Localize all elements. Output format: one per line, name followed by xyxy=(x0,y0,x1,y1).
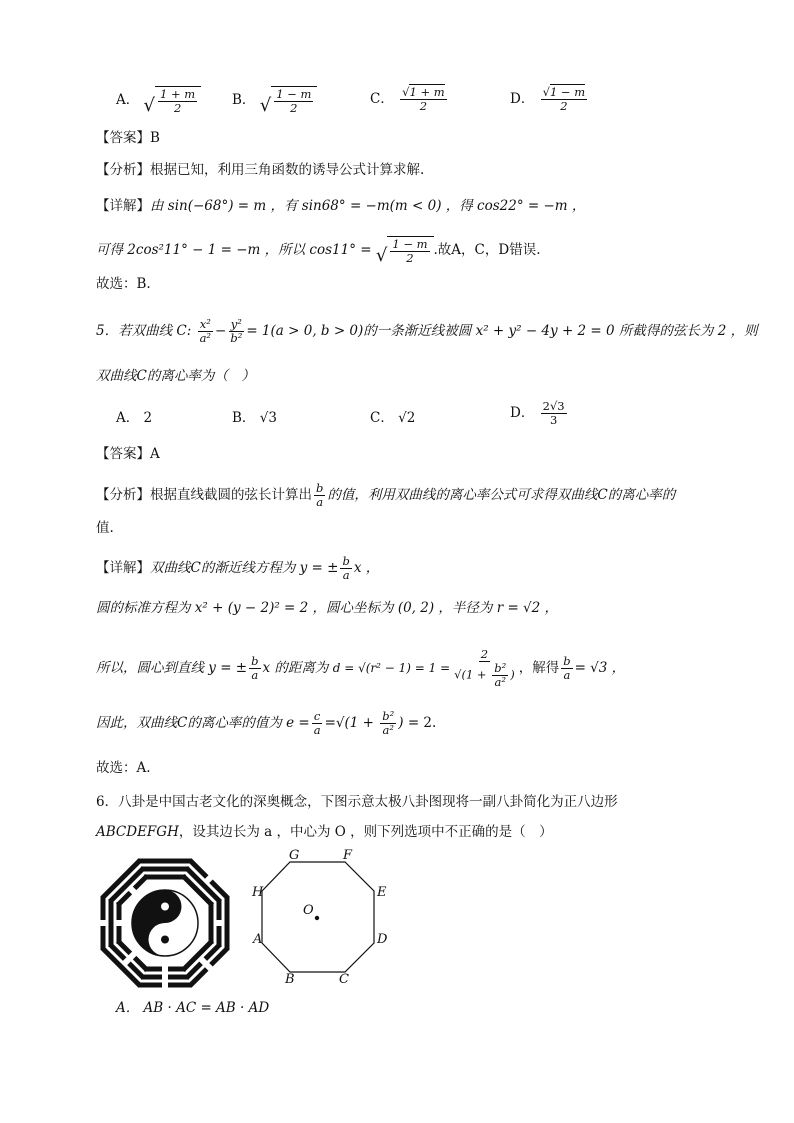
q5-option-b: B． √3 xyxy=(232,410,277,426)
vertex-label-f: F xyxy=(343,848,353,863)
q4-option-b: B． √ $\frac{1 - m}{2}$ xyxy=(232,86,317,115)
bagua-taiji-image xyxy=(94,852,236,994)
vertex-label-g: G xyxy=(289,848,300,863)
q5-option-d: D． $\frac{2√3}{3}$ xyxy=(510,399,565,427)
q6-stem-line2: ABCDEFGH，设其边长为 a ，中心为 O ，则下列选项中不正确的是（ ） xyxy=(96,824,553,840)
q5-stem-line2: 双曲线C的离心率为（ ） xyxy=(96,368,255,384)
q5-analysis-line1: 【分析】根据直线截圆的弦长计算出 $\frac{b}{a}$ 的值，利用双曲线的离心率公式可求得双曲线C的离心率的 xyxy=(96,481,676,509)
octagon-diagram xyxy=(250,846,390,986)
center-label-o: O xyxy=(303,903,314,918)
q4-option-c: C． $\frac{√1 + m}{2}$ xyxy=(370,85,445,113)
vertex-label-a: A xyxy=(253,932,263,947)
q5-detail-line3: 所以，圆心到直线 y = ± $\frac{b}{a}$ x 的距离为 d = √(r² − 1) = 1 = 2 √(1 + $\frac{\text{b²}}{\text{a²}}$ ) ，解得 $\frac{b}{a}$ = √3 ， xyxy=(96,647,626,689)
q5-detail-line1: 【详解】双曲线C的渐近线方程为 y = ± $\frac{b}{a}$ x ， xyxy=(96,554,380,582)
q4-analysis: 【分析】根据已知，利用三角函数的诱导公式计算求解. xyxy=(96,162,425,178)
q5-stem-line1: 5．若双曲线 C: $\frac{\text{x²}}{\text{a²}}$ − $\frac{\text{y²}}{\text{b²}}$ = 1(a > 0, b > 0)的一条渐近线被圆 x² + y² − 4y + 2 = 0 所截得的弦长为 2 ，则 xyxy=(96,317,758,345)
q4-answer: 【答案】B xyxy=(96,130,160,146)
vertex-label-d: D xyxy=(377,932,388,947)
q4-detail-line1: 【详解】由 sin(−68°) = m ，有 sin68° = −m(m < 0) ，得 cos22° = −m ， xyxy=(96,198,586,214)
center-point xyxy=(315,916,319,920)
vertex-label-c: C xyxy=(339,972,349,986)
vertex-label-b: B xyxy=(285,972,295,986)
q5-detail-line2: 圆的标准方程为 x² + (y − 2)² = 2 ，圆心坐标为 (0, 2) ，半径为 r = √2 ， xyxy=(96,600,559,616)
q6-stem-line1: 6．八卦是中国古老文化的深奥概念，下图示意太极八卦图现将一副八卦简化为正八边形 xyxy=(96,794,618,810)
q4-option-d: D． $\frac{√1 - m}{2}$ xyxy=(510,85,586,113)
q5-detail-line4: 因此，双曲线C的离心率的值为 e = $\frac{c}{a}$ =√(1 + $\frac{\text{b²}}{\text{a²}}$ ) = 2. xyxy=(96,709,437,737)
q4-choose: 故选：B. xyxy=(96,276,151,292)
q4-option-a: A． √ $\frac{1 + m}{2}$ xyxy=(116,86,201,115)
vertex-label-e: E xyxy=(377,885,387,900)
q5-option-c: C． √2 xyxy=(370,410,416,426)
q5-answer: 【答案】A xyxy=(96,446,160,462)
q5-option-a: A． 2 xyxy=(116,410,153,426)
vertex-label-h: H xyxy=(252,885,264,900)
taiji-yin-yang-icon xyxy=(132,890,198,956)
q4-detail-line2: 可得 2cos²11° − 1 = −m ，所以 cos11° = √ $\frac{1 - m}{2}$ .故A，C，D错误. xyxy=(96,237,541,266)
q6-option-a: A． AB · AC = AB · AD xyxy=(116,1000,270,1016)
q5-choose: 故选：A. xyxy=(96,760,151,776)
q5-analysis-line2: 值. xyxy=(96,520,114,536)
